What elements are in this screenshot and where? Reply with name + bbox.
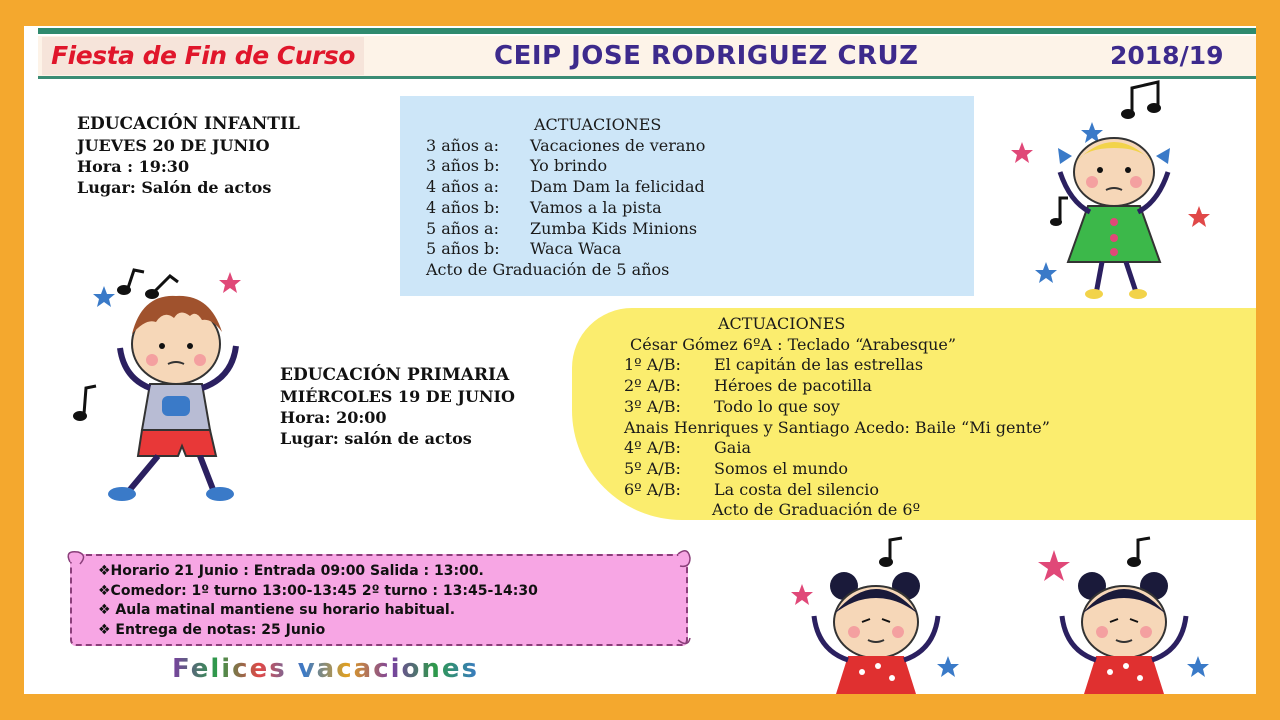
infantil-actuaciones [426,115,705,281]
star-icon [1038,550,1070,581]
list-item: 3 años b: Yo brindo [426,156,608,176]
music-note-icon [84,386,96,414]
infantil-time: Hora : 19:30 [77,157,190,176]
music-note-icon [1060,198,1068,220]
primaria-info [280,365,515,449]
primaria-title: EDUCACIÓN PRIMARIA [280,365,510,385]
primaria-special: Anais Henriques y Santiago Acedo: Baile “Mi gente” [624,417,1050,437]
music-note-icon [890,538,902,560]
school-name: CEIP JOSE RODRIGUEZ CRUZ [494,41,919,71]
list-item: 3º A/B: Todo lo que soy [624,396,840,416]
list-item: 6º A/B: La costa del silencio [624,479,879,499]
list-item: 3 años a: Vacaciones de verano [426,135,706,155]
primaria-closing: Acto de Graduación de 6º [712,500,921,520]
star-icon [219,272,241,293]
header-bottom-rule [38,76,1256,79]
note-aula: ❖ Aula matinal mantiene su horario habitual. [98,602,456,618]
primaria-opening: César Gómez 6ºA : Teclado “Arabesque” [630,334,957,354]
infantil-info [77,114,300,198]
list-item: 4º A/B: Gaia [624,438,751,458]
primaria-actuaciones-heading: ACTUACIONES [718,314,846,333]
school-year: 2018/19 [1110,41,1224,70]
primaria-date: MIÉRCOLES 19 DE JUNIO [280,387,515,406]
star-icon [1011,142,1033,163]
music-note-icon [154,276,178,292]
list-item: 5 años b: Waca Waca [426,239,622,259]
notes-list [98,562,538,640]
girl-illustration-bottom-right [1020,536,1210,694]
girl-illustration-bottom-left [782,536,962,694]
infantil-place: Lugar: Salón de actos [77,178,272,197]
primaria-actuaciones [624,314,1050,521]
star-icon [791,584,813,605]
primaria-time: Hora: 20:00 [280,408,387,427]
star-icon [937,656,959,677]
list-item: 1º A/B: El capitán de las estrellas [624,355,924,375]
list-item: 2º A/B: Héroes de pacotilla [624,376,872,396]
list-item: 4 años b: Vamos a la pista [426,197,662,217]
music-note-icon [128,270,144,288]
music-note-icon [1138,538,1150,560]
note-horario: ❖Horario 21 Junio : Entrada 09:00 Salida : 13:00. [98,563,484,579]
infantil-date: JUEVES 20 DE JUNIO [77,136,270,155]
poster [24,26,1256,694]
note-entrega: ❖ Entrega de notas: 25 Junio [98,621,326,638]
list-item: 5º A/B: Somos el mundo [624,458,849,478]
felices-vacaciones: Felices vacaciones [172,654,479,684]
list-item: 4 años a: Dam Dam la felicidad [426,177,705,197]
infantil-title: EDUCACIÓN INFANTIL [77,114,300,134]
fiesta-title: Fiesta de Fin de Curso [42,37,364,75]
star-icon [1187,656,1209,677]
note-comedor: ❖Comedor: 1º turno 13:00-13:45 2º turno : 13:45-14:30 [98,582,538,599]
primaria-place: Lugar: salón de actos [280,429,472,448]
girl-illustration-top [1014,82,1224,302]
star-icon [1035,262,1057,283]
infantil-actuaciones-heading: ACTUACIONES [534,115,662,134]
list-item: 5 años a: Zumba Kids Minions [426,218,698,238]
header-top-rule [38,28,1256,34]
boy-illustration [54,264,294,514]
infantil-closing: Acto de Graduación de 5 años [426,259,670,279]
star-icon [1188,206,1210,227]
star-icon [93,286,115,307]
